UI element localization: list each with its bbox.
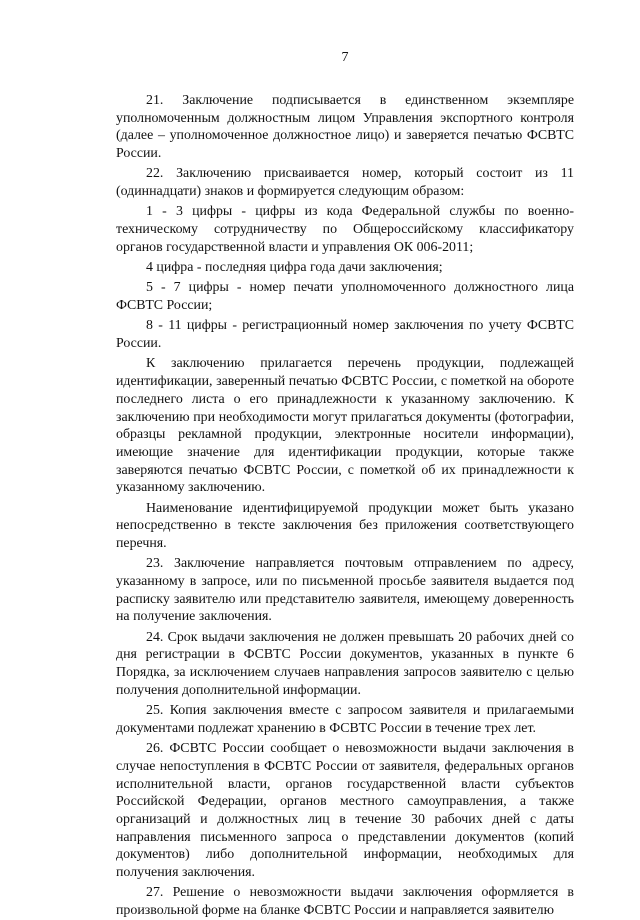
paragraph-24: 24. Срок выдачи заключения не должен превышать 20 рабочих дней со дня регистрации в ФСВТС России документов, указанных в пункте 6 Порядка, за исключением случаев направления запросов заявителю с целью получения дополнительной информации. [116,629,574,698]
paragraph-21: 21. Заключение подписывается в единственном экземпляре уполномоченным должностным лицом Управления экспортного контроля (далее – уполномоченное должностное лицо) и заверяется печатью ФСВТС России. [116,93,574,162]
paragraph-26: 26. ФСВТС России сообщает о невозможности выдачи заключения в случае непоступления в ФСВТС России от заявителя, федеральных органов исполнительной власти, органов государственной власти субъектов Российской Федерации, органов местного самоуправления, а также организаций и должностных лиц в течение 30 рабочих дней с даты направления письменного запроса о представлении документов (копий документов) либо дополнительной информации, необходимых для получения заключения. [116,741,574,881]
paragraph-25: 25. Копия заключения вместе с запросом заявителя и прилагаемыми документами подлежат хранению в ФСВТС России в течение трех лет. [116,703,574,736]
paragraph-product-name: Наименование идентифицируемой продукции может быть указано непосредственно в тексте заключения без приложения соответствующего перечня. [116,500,574,552]
paragraph-digits-5-7: 5 - 7 цифры - номер печати уполномоченного должностного лица ФСВТС России; [116,280,574,314]
paragraph-digits-1-3: 1 - 3 цифры - цифры из кода Федеральной службы по военно-техническому сотрудничеству по Общероссийскому классификатору органов государственной власти и управления ОК 006-2011; [116,204,574,255]
document-body [116,92,574,920]
paragraph-22: 22. Заключению присваивается номер, который состоит из 11 (одиннадцати) знаков и формируется следующим образом: [116,166,574,200]
page-number: 7 [341,50,349,65]
paragraph-digits-8-11: 8 - 11 цифры - регистрационный номер заключения по учету ФСВТС России. [116,318,574,352]
paragraph-23: 23. Заключение направляется почтовым отправлением по адресу, указанному в запросе, или по письменной просьбе заявителя выдается под расписку заявителю или представителю заявителя, имеющему доверенность на получение заключения. [116,556,574,625]
paragraph-digit-4: 4 цифра - последняя цифра года дачи заключения; [146,260,443,276]
paragraph-attachments: К заключению прилагается перечень продукции, подлежащей идентификации, заверенный печатью ФСВТС России, с пометкой на обороте последнего листа о его принадлежности к указанному заключению. К заключению при необходимости могут прилагаться документы (фотографии, образцы рекламной продукции, электронные носители информации), имеющие значение для идентификации продукции, которые также заверяются печатью ФСВТС России, с пометкой об их принадлежности к указанному заключению. [116,356,574,496]
paragraph-27: 27. Решение о невозможности выдачи заключения оформляется в произвольной форме на бланке ФСВТС России и направляется заявителю [116,885,574,919]
